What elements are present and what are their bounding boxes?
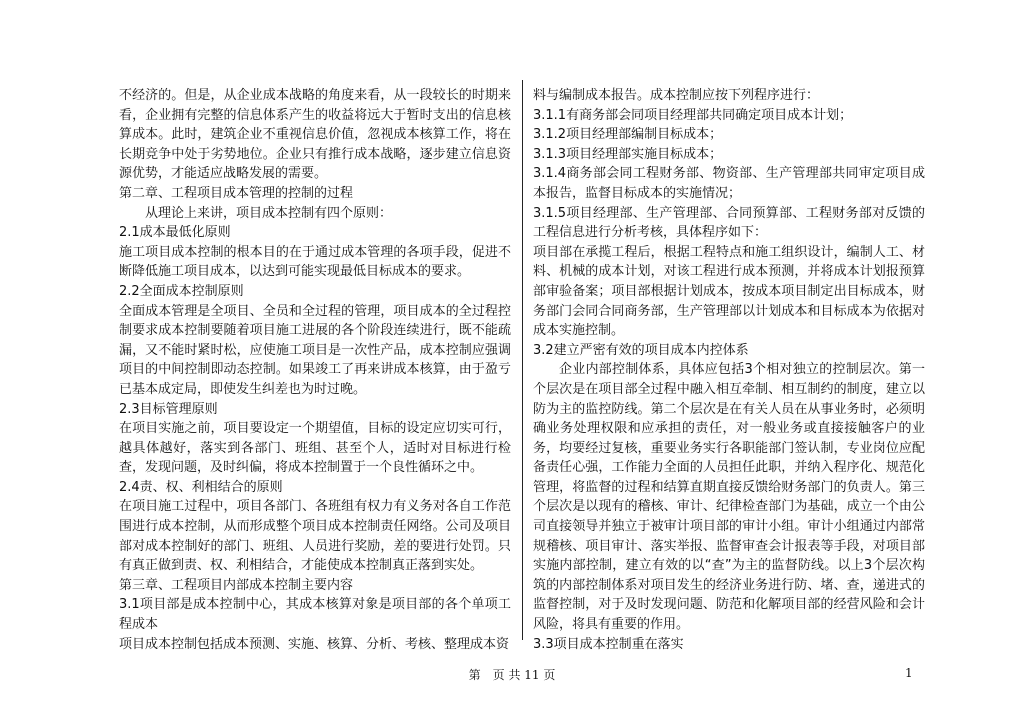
paragraph: 3.2建立严密有效的项目成本内控体系 [533, 342, 749, 358]
paragraph: 3.3项目成本控制重在落实 [533, 636, 684, 652]
paragraph: 项目成本控制包括成本预测、实施、核算、分析、考核、整理成本资 [119, 636, 510, 652]
paragraph: 不经济的。但是，从企业成本战略的角度来看，从一段较长的时期来看，企业拥有完整的信息体系产生的收益将远大于暂时支出的信息核算成本。此时，建筑企业不重视信息价值，忽视成本核算工作，将在长期竞争中处于劣势地位。企业只有推行成本战略，逐步建立信息资源优势，才能适应战略发展的需要。 [119, 88, 511, 182]
paragraph: 项目部在承揽工程后，根据工程特点和施工组织设计，编制人工、材料、机械的成本计划，对该工程进行成本预测，并将成本计划报预算部审验备案；项目部根据计划成本，按成本项目制定出目标成本，财务部门会同合同商务部，生产管理部以计划成本和目标成本为依据对成本实施控制。 [533, 244, 925, 339]
paragraph: 从理论上来讲，项目成本控制有四个原则： [145, 205, 393, 221]
column-divider [522, 80, 523, 640]
paragraph: 施工项目成本控制的根本目的在于通过成本管理的各项手段，促进不断降低施工项目成本，以达到可能实现最低目标成本的要求。 [119, 244, 511, 280]
paragraph: 2.1成本最低化原则 [119, 225, 231, 241]
left-text-column [119, 86, 511, 654]
paragraph: 全面成本管理是全项目、全员和全过程的管理，项目成本的全过程控制要求成本控制要随着项目施工进展的各个阶段连续进行，既不能疏漏，又不能时紧时松，应使施工项目是一次性产品，成本控制应强调项目的中间控制即动态控制。如果竣工了再来讲成本核算，由于盈亏已基本成定局，即使发生纠差也为时过晚。 [119, 303, 511, 397]
paragraph: 在项目施工过程中，项目各部门、各班组有权力有义务对各自工作范围进行成本控制，从而形成整个项目成本控制责任网络。公司及项目部对成本控制好的部门、班组、人员进行奖励，差的要进行处罚。只有真正做到责、权、利相结合，才能使成本控制真正落到实处。 [119, 499, 511, 574]
paragraph: 2.4责、权、利相结合的原则 [119, 479, 283, 495]
page-count-footer: 第 页 共 11 页 [468, 668, 556, 682]
paragraph: 料与编制成本报告。成本控制应按下列程序进行： [533, 88, 820, 103]
paragraph: 3.1.2项目经理部编制目标成本； [533, 127, 723, 143]
paragraph: 3.1.1有商务部会同项目经理部共同确定项目成本计划； [533, 107, 853, 123]
right-text-column [533, 86, 925, 654]
paragraph: 3.1项目部是成本控制中心，其成本核算对象是项目部的各个单项工程成本 [119, 597, 511, 633]
paragraph: 2.2全面成本控制原则 [119, 283, 244, 299]
paragraph: 第二章、工程项目成本管理的控制的过程 [119, 185, 354, 201]
paragraph: 3.1.3项目经理部实施目标成本； [533, 146, 723, 162]
paragraph: 在项目实施之前，项目要设定一个期望值，目标的设定应切实可行，越具体越好，落实到各部门、班组、甚至个人，适时对目标进行检查，发现问题，及时纠偏，将成本控制置于一个良性循环之中。 [119, 421, 511, 476]
paragraph: 3.1.4商务部会同工程财务部、物资部、生产管理部共同审定项目成本报告，监督目标成本的实施情况； [533, 166, 925, 201]
page-number: 1 [905, 666, 913, 680]
paragraph: 3.1.5项目经理部、生产管理部、合同预算部、工程财务部对反馈的工程信息进行分析考核，具体程序如下： [533, 205, 925, 241]
paragraph: 第三章、工程项目内部成本控制主要内容 [119, 577, 354, 593]
paragraph: 2.3目标管理原则 [119, 401, 218, 417]
paragraph: 企业内部控制体系，具体应包括3个相对独立的控制层次。第一个层次是在项目部全过程中融入相互牵制、相互制约的制度，建立以防为主的监控防线。第二个层次是在有关人员在从事业务时，必须明确业务处理权限和应承担的责任，对一般业务或直接接触客户的业务，均要经过复核，重要业务实行各职能部门签认制，专业岗位应配备责任心强，工作能力全面的人员担任此职，并纳入程序化、规范化管理，将监督的过程和结算直期直接反馈给财务部门的负责人。第三个层次是以现有的稽核、审计、纪律检查部门为基础，成立一个由公司直接领导并独立于被审计项目部的审计小组。审计小组通过内部常规稽核、项目审计、落实举报、监督审查会计报表等手段，对项目部实施内部控制，建立有效的以“查”为主的监督防线。以上3个层次构筑的内部控制体系对项目发生的经济业务进行防、堵、查，递进式的监督控制，对于及时发现问题、防范和化解项目部的经营风险和会计风险，将具有重要的作用。 [533, 362, 925, 633]
